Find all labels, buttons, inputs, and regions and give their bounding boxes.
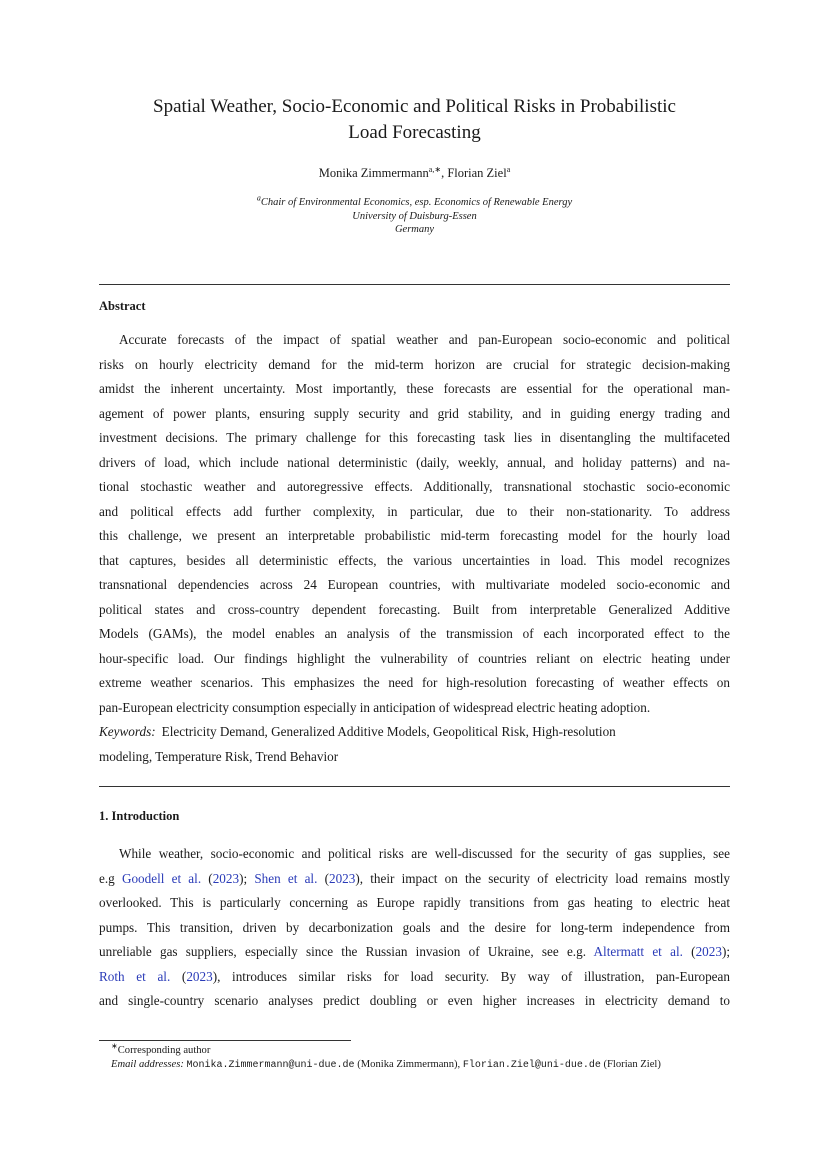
author-name: Florian Ziel — [447, 166, 507, 180]
email-link[interactable]: Florian.Ziel@uni-due.de — [462, 1060, 601, 1071]
keywords-label: Keywords: — [99, 724, 156, 739]
abstract-line: transnational dependencies across 24 European countries, with multivariate modeled socio-economic and — [99, 577, 730, 592]
intro-line: overlooked. This is particularly concerning as Europe rapidly transitions from gas heating to electric heat — [99, 895, 730, 910]
abstract-line: Accurate forecasts of the impact of spatial weather and pan-European socio-economic and political — [119, 332, 730, 347]
citation-link[interactable]: Altermatt et al. — [593, 944, 683, 959]
citation-link[interactable]: Roth et al. — [99, 968, 171, 984]
abstract-line: extreme weather scenarios. This emphasizes the need for high-resolution forecasting of weather effects on — [99, 675, 730, 690]
intro-line: Roth et al. (2023), introduces similar risks for load security. By way of illustration, pan-European — [99, 968, 730, 984]
email-owner: (Monika Zimmermann), — [354, 1059, 463, 1070]
title-line-1: Spatial Weather, Socio-Economic and Political Risks in Probabilistic — [153, 96, 676, 117]
abstract-body — [99, 328, 730, 720]
paper-title — [99, 94, 730, 146]
author-list — [99, 165, 730, 181]
email-label: Email addresses: — [111, 1059, 184, 1070]
email-link[interactable]: Monika.Zimmermann@uni-due.de — [186, 1060, 355, 1071]
citation-year-link[interactable]: 2023 — [212, 870, 240, 886]
abstract-line: agement of power plants, ensuring supply security and grid stability, and in guiding energy trading and — [99, 405, 730, 421]
citation-year-link[interactable]: 2023 — [695, 944, 722, 959]
citation-year-link[interactable]: 2023 — [328, 870, 356, 886]
author-affil-mark: a — [506, 164, 511, 174]
author-separator: , — [441, 166, 448, 180]
abstract-line: and political effects add further complexity, in particular, due to their non-stationarity. To address — [99, 503, 730, 519]
citation-year-link[interactable]: 2023 — [186, 968, 213, 984]
author-affil-mark: a,∗ — [428, 164, 442, 174]
intro-line: While weather, socio-economic and political risks are well-discussed for the security of gas supplies, see — [119, 846, 730, 861]
intro-line: pumps. This transition, driven by decarbonization goals and the desire for long-term independence from — [99, 919, 730, 935]
email-row — [99, 1058, 739, 1073]
abstract-line: pan-European electricity consumption especially in anticipation of widespread electric heating adoption. — [99, 699, 651, 715]
divider — [99, 786, 730, 787]
affil-line: Chair of Environmental Economics, esp. Economics of Renewable Energy — [260, 197, 573, 208]
email-owner: (Florian Ziel) — [600, 1059, 661, 1070]
abstract-line: drivers of load, which include national deterministic (daily, weekly, annual, and holiday patterns) and na- — [99, 454, 730, 470]
footnote-mark: ∗ — [111, 1041, 118, 1051]
keywords — [99, 720, 730, 769]
abstract-line: this challenge, we present an interpretable probabilistic mid-term forecasting model for the hourly load — [99, 528, 730, 543]
intro-line: e.g Goodell et al. (2023); Shen et al. (2023), their impact on the security of electricity load remains mostly — [99, 870, 730, 886]
footnote-rule — [99, 1040, 351, 1041]
abstract-line: tional stochastic weather and autoregressive effects. Additionally, transnational stochastic socio-economic — [99, 479, 730, 494]
affil-line: Germany — [394, 224, 435, 235]
affil-mark: a — [256, 193, 261, 203]
divider — [99, 284, 730, 285]
abstract-line: that captures, besides all deterministic effects, the various uncertainties in load. This model recognizes — [99, 552, 730, 568]
abstract-line: Models (GAMs), the model enables an analysis of the transmission of each incorporated effect to the — [99, 626, 730, 641]
keywords-text: Electricity Demand, Generalized Additive Models, Geopolitical Risk, High-resolution — [161, 724, 616, 739]
citation-link[interactable]: Goodell et al. — [121, 870, 202, 886]
footnote — [99, 1041, 739, 1073]
abstract-heading: Abstract — [99, 299, 146, 313]
abstract-line: hour-specific load. Our findings highlight the vulnerability of countries reliant on electric heating under — [99, 650, 730, 666]
affiliation — [99, 193, 730, 237]
affil-line: University of Duisburg-Essen — [352, 210, 477, 222]
citation-link[interactable]: Shen et al. — [254, 870, 318, 886]
abstract-line: investment decisions. The primary challenge for this forecasting task lies in disentangling the multifaceted — [99, 430, 730, 445]
footnote-text: Corresponding author — [117, 1045, 211, 1056]
title-line-2: Load Forecasting — [348, 122, 481, 143]
keywords-text: modeling, Temperature Risk, Trend Behavior — [99, 748, 339, 764]
abstract-line: political states and cross-country dependent forecasting. Built from interpretable Generalized Additive — [99, 601, 730, 617]
intro-line: unreliable gas suppliers, especially since the Russian invasion of Ukraine, see e.g. Altermatt et al. (2023); — [99, 944, 730, 959]
abstract-line: risks on hourly electricity demand for the mid-term horizon are crucial for strategic decision-making — [99, 356, 730, 372]
abstract-line: amidst the inherent uncertainty. Most importantly, these forecasts are essential for the operational man- — [99, 381, 730, 396]
intro-body — [99, 842, 730, 1014]
intro-heading: 1. Introduction — [99, 809, 180, 823]
intro-line: and single-country scenario analyses predict doubling or even higher increases in electricity demand to — [99, 993, 730, 1008]
author-name: Monika Zimmermann — [318, 166, 429, 180]
